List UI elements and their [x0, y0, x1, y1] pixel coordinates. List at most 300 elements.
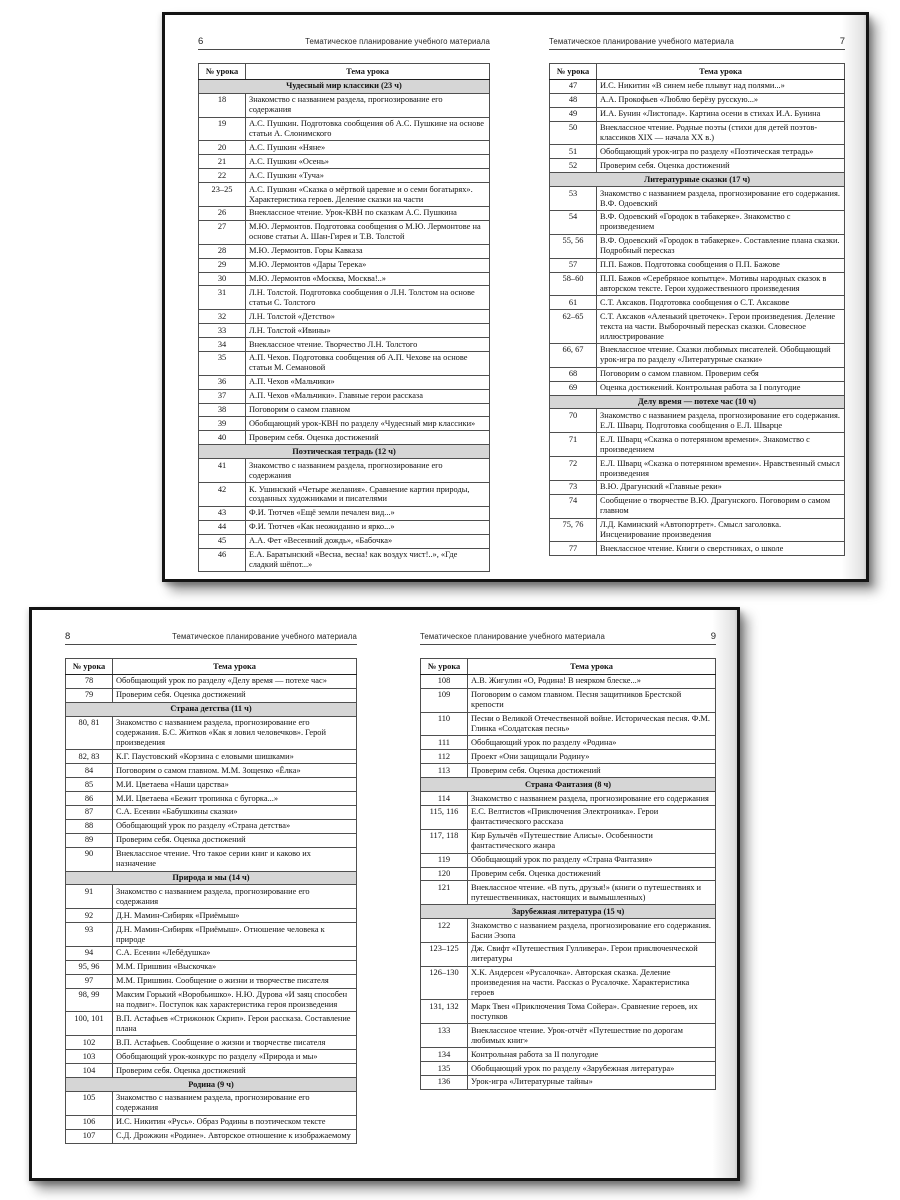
lesson-topic: Проверим себя. Оценка достижений [468, 764, 716, 778]
lesson-topic: Х.К. Андерсен «Русалочка». Авторская сказка. Деление произведения на части. Рассказ о Русалочке. Характеристика героев [468, 966, 716, 1000]
lesson-number: 100, 101 [66, 1012, 113, 1036]
lesson-row [550, 187, 845, 211]
lesson-number: 89 [66, 833, 113, 847]
lesson-topic: Е.А. Баратынский «Весна, весна! как воздух чист!..», «Где сладкий шёпот...» [246, 548, 490, 572]
lesson-number: 20 [199, 141, 246, 155]
lesson-row [550, 79, 845, 93]
lesson-topic: М.Ю. Лермонтов «Москва, Москва!..» [246, 272, 490, 286]
column-header-topic: Тема урока [468, 659, 716, 675]
lesson-topic: Урок-игра «Литературные тайны» [468, 1075, 716, 1089]
lesson-row [199, 310, 490, 324]
lesson-topic: Е.С. Велтистов «Приключения Электроника». Герои фантастического рассказа [468, 805, 716, 829]
lesson-number: 42 [199, 483, 246, 507]
lesson-number: 72 [550, 457, 597, 481]
lesson-topic: Внеклассное чтение. «В путь, друзья!» (книги о путешествиях и путешественниках, настоящих и вымышленных) [468, 881, 716, 905]
table-header-row [421, 659, 716, 675]
lesson-row [66, 833, 357, 847]
lesson-topic: Поговорим о самом главном. Песня защитников Брестской крепости [468, 688, 716, 712]
page-header [549, 37, 845, 50]
lesson-topic: Марк Твен «Приключения Тома Сойера». Сравнение героев, их поступков [468, 1000, 716, 1024]
lesson-number: 126–130 [421, 966, 468, 1000]
section-title: Делу время — потехе час (10 ч) [550, 395, 845, 409]
lesson-number: 90 [66, 847, 113, 871]
lesson-row [550, 494, 845, 518]
lesson-number: 79 [66, 688, 113, 702]
lesson-row [199, 93, 490, 117]
lesson-row [421, 829, 716, 853]
lesson-row [66, 750, 357, 764]
lesson-number: 41 [199, 459, 246, 483]
lesson-topic: Обобщающий урок по разделу «Делу время — потехе час» [113, 674, 357, 688]
lesson-row [199, 351, 490, 375]
lesson-number: 70 [550, 409, 597, 433]
lesson-topic: Л.Д. Каминский «Автопортрет». Смысл заголовка. Инсценирование произведения [597, 518, 845, 542]
lesson-topic: Знакомство с названием раздела, прогнозирование его содержания. Б.С. Житков «Как я ловил человечков». Герой произведения [113, 716, 357, 750]
lesson-topic: С.Т. Аксаков «Аленький цветочек». Герои произведения. Деление текста на части. Выборочный пересказ сказки. Словесное иллюстрирование [597, 310, 845, 344]
lesson-number: 134 [421, 1048, 468, 1062]
lesson-number: 23–25 [199, 183, 246, 207]
lesson-row [550, 210, 845, 234]
lesson-topic: Максим Горький «Воробьишко». Н.Ю. Дурова «И заяц способен на подвиг». Поступок как характеристика героя произведения [113, 988, 357, 1012]
lesson-number: 30 [199, 272, 246, 286]
lesson-topic: Ф.И. Тютчев «Как неожиданно и ярко...» [246, 520, 490, 534]
section-header-row [66, 871, 357, 885]
lesson-number: 47 [550, 79, 597, 93]
lesson-number: 108 [421, 674, 468, 688]
lesson-number: 43 [199, 506, 246, 520]
lesson-number: 45 [199, 534, 246, 548]
lesson-number: 49 [550, 107, 597, 121]
lesson-topic: Обобщающий урок-КВН по разделу «Чудесный мир классики» [246, 417, 490, 431]
lesson-number: 84 [66, 764, 113, 778]
lesson-number: 31 [199, 286, 246, 310]
lesson-row [199, 206, 490, 220]
lesson-row [421, 1048, 716, 1062]
lesson-row [421, 1000, 716, 1024]
lesson-row [66, 688, 357, 702]
lesson-number: 68 [550, 367, 597, 381]
lesson-row [421, 1024, 716, 1048]
lesson-number: 34 [199, 338, 246, 352]
lesson-row [421, 792, 716, 806]
lesson-row [66, 974, 357, 988]
section-title: Литературные сказки (17 ч) [550, 173, 845, 187]
lesson-topic: А.В. Жигулин «О, Родина! В неярком блеске...» [468, 674, 716, 688]
lesson-row [199, 272, 490, 286]
lesson-rows [199, 79, 490, 571]
lesson-topic: Обобщающий урок по разделу «Страна Фантазия» [468, 853, 716, 867]
lesson-topic: К. Ушинский «Четыре желания». Сравнение картин природы, созданных художниками и писателями [246, 483, 490, 507]
lesson-number: 78 [66, 674, 113, 688]
lesson-row [66, 764, 357, 778]
column-header-topic: Тема урока [246, 64, 490, 80]
lesson-number: 35 [199, 351, 246, 375]
lesson-row [550, 367, 845, 381]
lesson-row [199, 403, 490, 417]
lesson-topic: А.А. Прокофьев «Люблю берёзу русскую...» [597, 93, 845, 107]
column-header-lesson-number: № урока [66, 659, 113, 675]
lesson-topic: В.Ф. Одоевский «Городок в табакерке». Знакомство с произведением [597, 210, 845, 234]
lesson-row [550, 234, 845, 258]
lesson-row [199, 141, 490, 155]
lesson-topic: В.П. Астафьев. Сообщение о жизни и творчестве писателя [113, 1036, 357, 1050]
lesson-topic: Внеклассное чтение. Сказки любимых писателей. Обобщающий урок-игра по разделу «Литературные сказки» [597, 343, 845, 367]
lesson-row [199, 534, 490, 548]
lesson-number: 54 [550, 210, 597, 234]
lesson-topic: М.Ю. Лермонтов. Подготовка сообщения о М.Ю. Лермонтове на основе статьи А. Шан-Гирея и Т.В. Толстой [246, 220, 490, 244]
lesson-topic: Знакомство с названием раздела, прогнозирование его содержания. Басни Эзопа [468, 919, 716, 943]
lesson-number: 131, 132 [421, 1000, 468, 1024]
table-header-row [199, 64, 490, 80]
lesson-topic: Е.Л. Шварц «Сказка о потерянном времени». Знакомство с произведением [597, 433, 845, 457]
lesson-number: 21 [199, 155, 246, 169]
lesson-topic: Л.Н. Толстой «Ивины» [246, 324, 490, 338]
lesson-topic: Ф.И. Тютчев «Ещё земли печален вид...» [246, 506, 490, 520]
lesson-row [550, 272, 845, 296]
lesson-row [66, 1050, 357, 1064]
lesson-topic: Контрольная работа за II полугодие [468, 1048, 716, 1062]
lesson-row [421, 688, 716, 712]
lesson-row [66, 1115, 357, 1129]
lesson-topic: Внеклассное чтение. Книги о сверстниках, о школе [597, 542, 845, 556]
lesson-topic: Поговорим о самом главном [246, 403, 490, 417]
lesson-number: 27 [199, 220, 246, 244]
page-number: 8 [65, 631, 71, 642]
lesson-row [199, 375, 490, 389]
lesson-number: 82, 83 [66, 750, 113, 764]
page-number: 6 [198, 36, 204, 47]
lesson-topic: А.С. Пушкин «Няне» [246, 141, 490, 155]
lesson-topic: Обобщающий урок-игра по разделу «Поэтическая тетрадь» [597, 145, 845, 159]
lesson-number: 80, 81 [66, 716, 113, 750]
running-title: Тематическое планирование учебного материала [420, 632, 605, 641]
lesson-row [550, 542, 845, 556]
spread-paper [32, 610, 737, 1178]
section-title: Страна детства (11 ч) [66, 702, 357, 716]
lesson-topic: Внеклассное чтение. Родные поэты (стихи для детей поэтов-классиков XIX — начала XX в.) [597, 121, 845, 145]
lesson-row [199, 459, 490, 483]
lesson-topic: П.П. Бажов «Серебряное копытце». Мотивы народных сказок в авторском тексте. Герои художественного произведения [597, 272, 845, 296]
lesson-number: 87 [66, 805, 113, 819]
lesson-topic: М.Ю. Лермонтов. Горы Кавказа [246, 244, 490, 258]
lesson-row [66, 792, 357, 806]
lesson-number: 136 [421, 1075, 468, 1089]
lesson-number: 55, 56 [550, 234, 597, 258]
lesson-row [199, 483, 490, 507]
column-header-lesson-number: № урока [550, 64, 597, 80]
lesson-topic: С.А. Есенин «Бабушкины сказки» [113, 805, 357, 819]
lesson-number: 113 [421, 764, 468, 778]
column-header-lesson-number: № урока [421, 659, 468, 675]
lesson-rows [550, 79, 845, 555]
column-header-lesson-number: № урока [199, 64, 246, 80]
lesson-topic: М.М. Пришвин «Выскочка» [113, 960, 357, 974]
running-title: Тематическое планирование учебного материала [305, 37, 490, 46]
lesson-row [66, 960, 357, 974]
lesson-number: 106 [66, 1115, 113, 1129]
lesson-topic: А.С. Пушкин «Туча» [246, 169, 490, 183]
lesson-row [421, 736, 716, 750]
lesson-number: 36 [199, 375, 246, 389]
lesson-row [66, 1064, 357, 1078]
section-header-row [550, 173, 845, 187]
lesson-number: 66, 67 [550, 343, 597, 367]
lesson-topic: Знакомство с названием раздела, прогнозирование его содержания. В.Ф. Одоевский [597, 187, 845, 211]
lesson-row [550, 310, 845, 344]
lesson-topic: Внеклассное чтение. Урок-отчёт «Путешествие по дорогам любимых книг» [468, 1024, 716, 1048]
lesson-row [421, 853, 716, 867]
lesson-number: 123–125 [421, 942, 468, 966]
lesson-number: 104 [66, 1064, 113, 1078]
lesson-topic: С.Т. Аксаков. Подготовка сообщения о С.Т. Аксакове [597, 296, 845, 310]
lesson-number: 91 [66, 885, 113, 909]
lesson-topic: В.П. Астафьев «Стрижонок Скрип». Герои рассказа. Составление плана [113, 1012, 357, 1036]
lesson-row [66, 819, 357, 833]
lesson-topic: П.П. Бажов. Подготовка сообщения о П.П. Бажове [597, 258, 845, 272]
lesson-number: 18 [199, 93, 246, 117]
lesson-number: 86 [66, 792, 113, 806]
lesson-table [65, 658, 357, 1144]
lesson-number: 93 [66, 923, 113, 947]
lesson-row [550, 409, 845, 433]
lesson-row [199, 220, 490, 244]
lesson-number: 38 [199, 403, 246, 417]
lesson-row [550, 159, 845, 173]
book-page-7 [549, 37, 845, 556]
lesson-topic: Проект «Они защищали Родину» [468, 750, 716, 764]
lesson-number: 97 [66, 974, 113, 988]
lesson-row [199, 286, 490, 310]
spread-paper [165, 15, 866, 579]
lesson-topic: Внеклассное чтение. Творчество Л.Н. Толстого [246, 338, 490, 352]
lesson-row [66, 1036, 357, 1050]
table-header-row [66, 659, 357, 675]
lesson-row [421, 867, 716, 881]
lesson-number: 51 [550, 145, 597, 159]
lesson-number: 61 [550, 296, 597, 310]
lesson-row [550, 381, 845, 395]
lesson-topic: Поговорим о самом главном. М.М. Зощенко «Ёлка» [113, 764, 357, 778]
lesson-topic: Д.Н. Мамин-Сибиряк «Приёмыш». Отношение человека к природе [113, 923, 357, 947]
lesson-row [421, 919, 716, 943]
lesson-topic: Знакомство с названием раздела, прогнозирование его содержания. Е.Л. Шварц. Подготовка сообщения о Е.Л. Шварце [597, 409, 845, 433]
lesson-row [199, 389, 490, 403]
lesson-topic: Знакомство с названием раздела, прогнозирование его содержания [468, 792, 716, 806]
lesson-row [550, 296, 845, 310]
lesson-row [421, 966, 716, 1000]
lesson-number: 105 [66, 1091, 113, 1115]
lesson-row [550, 145, 845, 159]
lesson-number: 74 [550, 494, 597, 518]
lesson-row [421, 1062, 716, 1076]
lesson-rows [421, 674, 716, 1089]
lesson-topic: Л.Н. Толстой «Детство» [246, 310, 490, 324]
lesson-row [421, 674, 716, 688]
lesson-row [199, 506, 490, 520]
section-header-row [421, 905, 716, 919]
lesson-topic: Проверим себя. Оценка достижений [113, 688, 357, 702]
lesson-row [199, 258, 490, 272]
lesson-number: 122 [421, 919, 468, 943]
lesson-topic: Проверим себя. Оценка достижений [113, 833, 357, 847]
lesson-row [421, 942, 716, 966]
lesson-topic: М.И. Цветаева «Наши царства» [113, 778, 357, 792]
lesson-topic: М.М. Пришвин. Сообщение о жизни и творчестве писателя [113, 974, 357, 988]
lesson-number: 75, 76 [550, 518, 597, 542]
lesson-topic: В.Ф. Одоевский «Городок в табакерке». Составление плана сказки. Подробный пересказ [597, 234, 845, 258]
lesson-topic: М.Ю. Лермонтов «Дары Терека» [246, 258, 490, 272]
lesson-row [550, 343, 845, 367]
book-page-8 [65, 632, 357, 1144]
lesson-row [550, 258, 845, 272]
lesson-row [421, 881, 716, 905]
lesson-row [421, 750, 716, 764]
book-spread-pages-6-7 [162, 12, 869, 582]
lesson-topic: В.Ю. Драгунский «Главные реки» [597, 480, 845, 494]
lesson-number: 117, 118 [421, 829, 468, 853]
lesson-number: 102 [66, 1036, 113, 1050]
lesson-number: 73 [550, 480, 597, 494]
lesson-number: 119 [421, 853, 468, 867]
table-header-row [550, 64, 845, 80]
lesson-row [66, 1091, 357, 1115]
lesson-table [549, 63, 845, 556]
lesson-row [199, 417, 490, 431]
lesson-topic: А.С. Пушкин «Сказка о мёртвой царевне и о семи богатырях». Характеристика героев. Деление сказки на части [246, 183, 490, 207]
lesson-row [66, 923, 357, 947]
lesson-table [420, 658, 716, 1090]
lesson-row [550, 518, 845, 542]
page-number: 9 [710, 631, 716, 642]
lesson-topic: Знакомство с названием раздела, прогнозирование его содержания [246, 459, 490, 483]
lesson-number: 77 [550, 542, 597, 556]
lesson-number: 120 [421, 867, 468, 881]
lesson-row [550, 107, 845, 121]
lesson-topic: С.Д. Дрожжин «Родине». Авторское отношение к изображаемому [113, 1129, 357, 1143]
page-header [420, 632, 716, 645]
lesson-topic: Знакомство с названием раздела, прогнозирование его содержания [246, 93, 490, 117]
lesson-row [199, 338, 490, 352]
lesson-topic: М.И. Цветаева «Бежит тропинка с бугорка...» [113, 792, 357, 806]
lesson-number: 69 [550, 381, 597, 395]
lesson-number: 57 [550, 258, 597, 272]
lesson-row [199, 324, 490, 338]
lesson-table [198, 63, 490, 572]
lesson-topic: А.П. Чехов «Мальчики». Главные герои рассказа [246, 389, 490, 403]
lesson-number: 121 [421, 881, 468, 905]
lesson-number: 135 [421, 1062, 468, 1076]
lesson-row [66, 716, 357, 750]
lesson-topic: С.А. Есенин «Лебёдушка» [113, 946, 357, 960]
running-title: Тематическое планирование учебного материала [172, 632, 357, 641]
lesson-number: 37 [199, 389, 246, 403]
lesson-row [199, 431, 490, 445]
section-header-row [66, 702, 357, 716]
lesson-topic: Проверим себя. Оценка достижений [246, 431, 490, 445]
lesson-number: 111 [421, 736, 468, 750]
book-page-9 [420, 632, 716, 1090]
lesson-row [66, 946, 357, 960]
section-header-row [66, 1078, 357, 1092]
lesson-number: 28 [199, 244, 246, 258]
lesson-topic: Обобщающий урок-конкурс по разделу «Природа и мы» [113, 1050, 357, 1064]
lesson-number: 40 [199, 431, 246, 445]
lesson-topic: Обобщающий урок по разделу «Страна детства» [113, 819, 357, 833]
lesson-topic: Проверим себя. Оценка достижений [113, 1064, 357, 1078]
lesson-rows [66, 674, 357, 1143]
lesson-number: 52 [550, 159, 597, 173]
section-title: Страна Фантазия (8 ч) [421, 778, 716, 792]
lesson-number: 33 [199, 324, 246, 338]
lesson-row [550, 480, 845, 494]
lesson-number: 26 [199, 206, 246, 220]
lesson-number: 58–60 [550, 272, 597, 296]
section-header-row [199, 79, 490, 93]
lesson-row [66, 778, 357, 792]
lesson-number: 22 [199, 169, 246, 183]
section-title: Чудесный мир классики (23 ч) [199, 79, 490, 93]
lesson-number: 107 [66, 1129, 113, 1143]
lesson-row [199, 183, 490, 207]
lesson-number: 103 [66, 1050, 113, 1064]
lesson-topic: Обобщающий урок по разделу «Зарубежная литература» [468, 1062, 716, 1076]
section-title: Зарубежная литература (15 ч) [421, 905, 716, 919]
lesson-topic: Поговорим о самом главном. Проверим себя [597, 367, 845, 381]
column-header-topic: Тема урока [597, 64, 845, 80]
lesson-number: 92 [66, 909, 113, 923]
book-spread-pages-8-9 [29, 607, 740, 1181]
lesson-topic: И.С. Никитин «В синем небе плывут над полями...» [597, 79, 845, 93]
lesson-topic: Дж. Свифт «Путешествия Гулливера». Герои приключенческой литературы [468, 942, 716, 966]
lesson-row [199, 155, 490, 169]
lesson-row [66, 674, 357, 688]
page-number: 7 [839, 36, 845, 47]
lesson-topic: Е.Л. Шварц «Сказка о потерянном времени». Нравственный смысл произведения [597, 457, 845, 481]
lesson-topic: Сообщение о творчестве В.Ю. Драгунского. Поговорим о самом главном [597, 494, 845, 518]
section-title: Родина (9 ч) [66, 1078, 357, 1092]
lesson-row [421, 712, 716, 736]
lesson-topic: А.С. Пушкин. Подготовка сообщения об А.С. Пушкине на основе статьи А. Слонимского [246, 117, 490, 141]
lesson-number: 115, 116 [421, 805, 468, 829]
lesson-row [66, 988, 357, 1012]
page-header [65, 632, 357, 645]
lesson-topic: Знакомство с названием раздела, прогнозирование его содержания [113, 1091, 357, 1115]
lesson-number: 114 [421, 792, 468, 806]
lesson-topic: Оценка достижений. Контрольная работа за I полугодие [597, 381, 845, 395]
lesson-row [66, 885, 357, 909]
lesson-row [66, 1012, 357, 1036]
lesson-topic: А.А. Фет «Весенний дождь», «Бабочка» [246, 534, 490, 548]
lesson-number: 29 [199, 258, 246, 272]
lesson-row [550, 93, 845, 107]
lesson-topic: Песни о Великой Отечественной войне. Историческая песня. Ф.М. Глинка «Солдатская песнь» [468, 712, 716, 736]
lesson-row [550, 433, 845, 457]
running-title: Тематическое планирование учебного материала [549, 37, 734, 46]
lesson-number: 44 [199, 520, 246, 534]
page-header [198, 37, 490, 50]
lesson-number: 88 [66, 819, 113, 833]
lesson-number: 95, 96 [66, 960, 113, 974]
lesson-topic: И.А. Бунин «Листопад». Картина осени в стихах И.А. Бунина [597, 107, 845, 121]
lesson-topic: Внеклассное чтение. Урок-КВН по сказкам А.С. Пушкина [246, 206, 490, 220]
lesson-topic: А.П. Чехов. Подготовка сообщения об А.П. Чехове на основе статьи М. Семановой [246, 351, 490, 375]
lesson-topic: К.Г. Паустовский «Корзина с еловыми шишками» [113, 750, 357, 764]
section-header-row [199, 445, 490, 459]
lesson-number: 19 [199, 117, 246, 141]
section-title: Природа и мы (14 ч) [66, 871, 357, 885]
lesson-topic: Внеклассное чтение. Что такое серии книг и каково их назначение [113, 847, 357, 871]
lesson-topic: Кир Булычёв «Путешествие Алисы». Особенности фантастического жанра [468, 829, 716, 853]
